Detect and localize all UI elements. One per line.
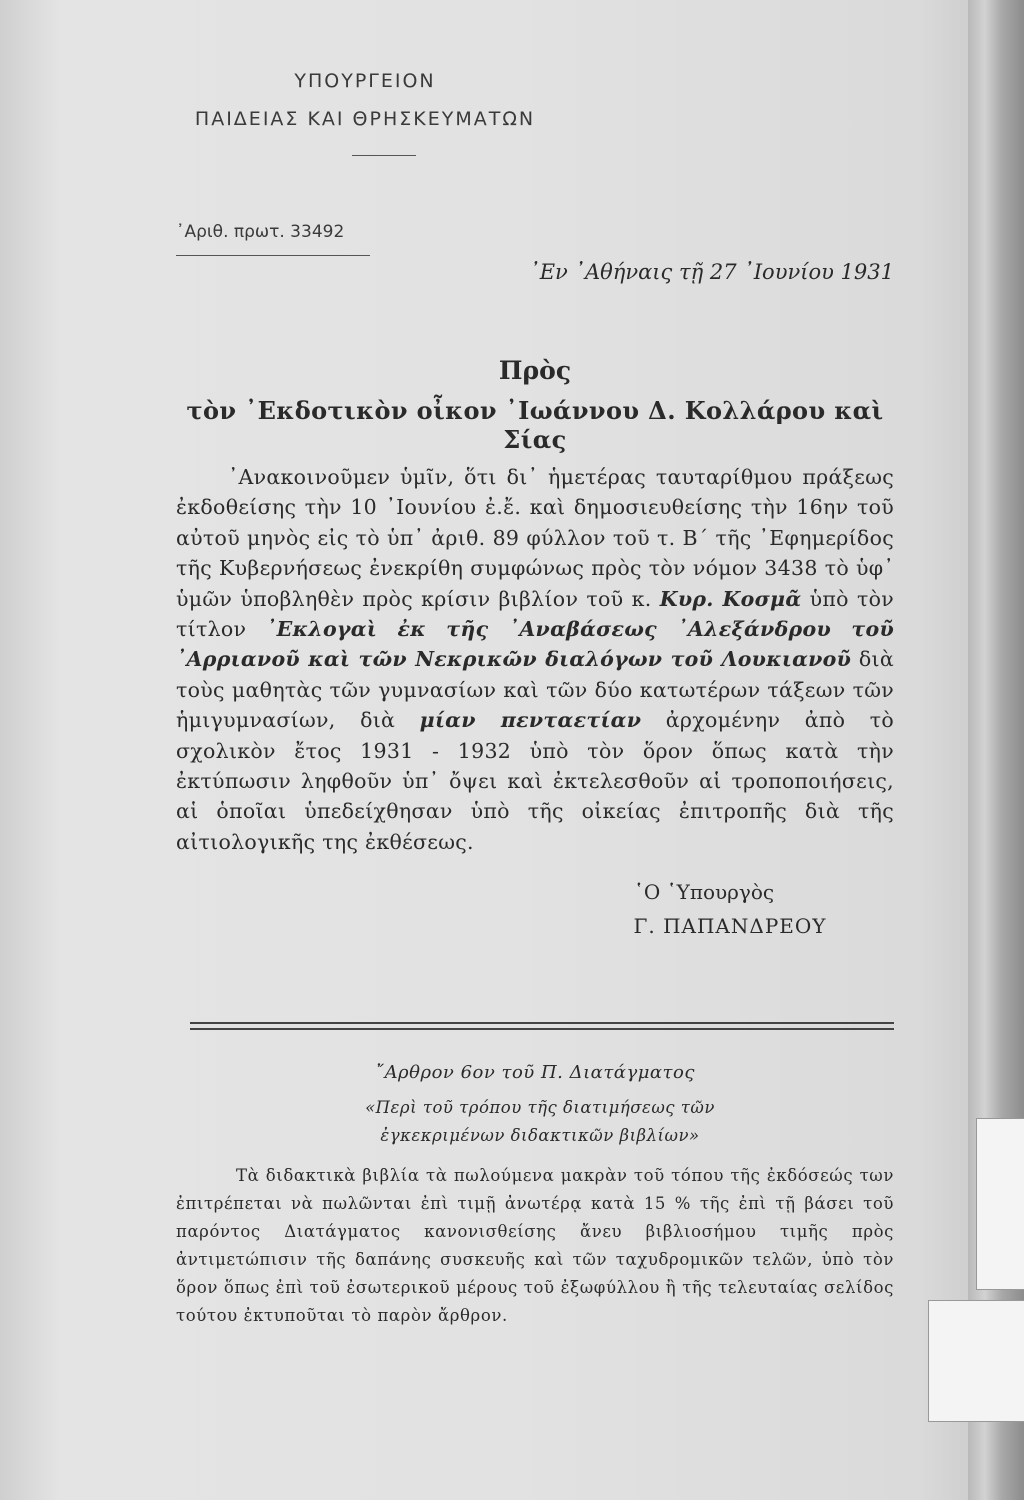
article-heading: ῎Αρθρον 6ον τοῦ Π. Διατάγματος	[375, 1062, 695, 1083]
book-title: ᾿Εκλογαὶ ἐκ τῆς ᾿Αναβάσεως ᾿Αλεξάνδρου τοῦ ᾿Αρριανοῦ καὶ τῶν Νεκρικῶν διαλόγων τοῦ Λουκιανοῦ	[176, 617, 894, 672]
book-author: Κυρ. Κοσμᾶ	[659, 586, 802, 611]
article-subheading: «Περὶ τοῦ τρόπου τῆς διατιμήσεως τῶν ἐγκεκριμένων διδακτικῶν βιβλίων»	[365, 1098, 715, 1145]
header-divider	[352, 155, 416, 156]
approval-duration: μίαν πενταετίαν	[419, 708, 642, 733]
double-rule-bottom	[190, 1028, 894, 1030]
library-sticker-upper	[976, 1118, 1024, 1290]
letter-text-2: ὑπὸ τὸν τίτλον	[176, 586, 894, 642]
addressee-recipient: τὸν ᾿Εκδοτικὸν οἶκον ᾿Ιωάννου Δ. Κολλάρου καὶ Σίας	[186, 396, 884, 454]
protocol-underline	[176, 255, 370, 256]
ministry-line-2: ΠΑΙΔΕΙΑΣ ΚΑΙ ΘΡΗΣΚΕΥΜΑΤΩΝ	[194, 108, 536, 130]
letter-body	[176, 462, 894, 857]
signature-title: ῾Ο ῾Υπουργὸς	[633, 880, 775, 904]
letter-text-1: ᾿Ανακοινοῦμεν ὑμῖν, ὅτι δι᾿ ἡμετέρας ταυταρίθμου πράξεως ἐκδοθείσης τὴν 10 ᾿Ιουνίου ἐ.ἔ. καὶ δημοσιευθείσης τὴν 16ην τοῦ αὐτοῦ μηνὸς εἰς τὸ ὑπ᾿ ἀριθ. 89 φύλλον τοῦ τ. Β΄ τῆς ᾿Εφημερίδος τῆς Κυβερνήσεως ἐνεκρίθη συμφώνως πρὸς τὸν νόμον 3438 τὸ ὑφ᾿ ὑμῶν ὑποβληθὲν πρὸς κρίσιν βιβλίον τοῦ κ.	[176, 465, 894, 611]
library-sticker-lower	[928, 1300, 1024, 1422]
letter-text-4: ἀρχομένην ἀπὸ τὸ σχολικὸν ἔτος 1931 - 1932 ὑπὸ τὸν ὅρον ὅπως κατὰ τὴν ἐκτύπωσιν ληφθοῦν ὑπ᾿ ὄψει καὶ ἐκτελεσθοῦν αἱ τροποποιήσεις, αἱ ὁποῖαι ὑπεδείχθησαν ὑπὸ τῆς οἰκείας ἐπιτροπῆς διὰ τῆς αἰτιολογικῆς της ἐκθέσεως.	[176, 708, 894, 854]
article-text: Τὰ διδακτικὰ βιβλία τὰ πωλούμενα μακρὰν τοῦ τόπου τῆς ἐκδόσεώς των ἐπιτρέπεται νὰ πωλῶνται ἐπὶ τιμῇ ἀνωτέρᾳ κατὰ 15 % τῆς ἐπὶ τῇ βάσει τοῦ παρόντος Διατάγματος κανονισθείσης ἄνευ βιβλιοσήμου τιμῆς πρὸς ἀντιμετώπισιν τῆς δαπάνης συσκευῆς καὶ τῶν ταχυδρομικῶν τελῶν, ὑπὸ τὸν ὅρον ὅπως ἐπὶ τοῦ ἐσωτερικοῦ μέρους τοῦ ἐξωφύλλου ἢ τῆς τελευταίας σελίδος τούτου ἐκτυποῦται τὸ παρὸν ἄρθρον.	[176, 1166, 894, 1325]
addressee-to: Πρὸς	[498, 356, 572, 385]
protocol-number: ᾿Αριθ. πρωτ. 33492	[176, 222, 345, 242]
letter-text-3: διὰ τοὺς μαθητὰς τῶν γυμνασίων καὶ τῶν δύο κατωτέρων τάξεων τῶν ἡμιγυμνασίων, διὰ	[176, 647, 894, 733]
place-date: ᾿Εν ᾿Αθήναις τῇ 27 ᾿Ιουνίου 1931	[529, 260, 894, 284]
ministry-line-1: ΥΠΟΥΡΓΕΙΟΝ	[294, 70, 436, 92]
double-rule-top	[190, 1022, 894, 1024]
signature-name: Γ. ΠΑΠΑΝΔΡΕΟΥ	[633, 914, 827, 938]
